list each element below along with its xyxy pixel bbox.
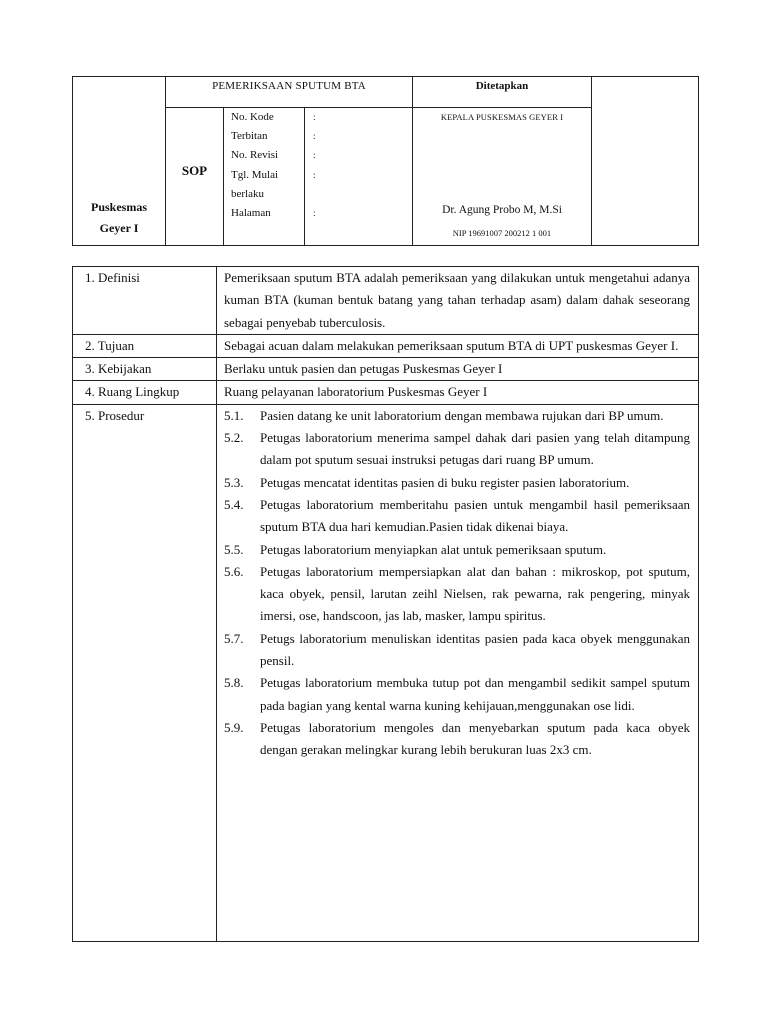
signer-nip: NIP 19691007 200212 1 001 [452, 228, 552, 238]
ruang-lingkup-label: 4. Ruang Lingkup [73, 381, 217, 404]
tujuan-label: 2. Tujuan [73, 334, 217, 357]
sop-label: SOP [181, 163, 208, 178]
step-text: Petugas laboratorium mempersiapkan alat dan bahan : mikroskop, pot sputum, kaca obyek, pensil, larutan zeihl Nielsen, rak pewarna, rak pengering, minyak imersi, ose, handscoon, jas lab, masker, lampu spiritus. [260, 563, 690, 624]
sop-cell [166, 108, 224, 246]
kebijakan-text: Berlaku untuk pasien dan petugas Puskesmas Geyer I [217, 358, 699, 381]
meta-colon: : [313, 150, 316, 161]
row-prosedur [73, 404, 699, 941]
meta-colon: : [313, 169, 316, 180]
procedure-step [224, 628, 690, 673]
signer-name: Dr. Agung Probo M, M.Si [442, 204, 562, 216]
procedure-step [224, 561, 690, 628]
meta-values-cell [305, 108, 413, 246]
ruang-lingkup-text: Ruang pelayanan laboratorium Puskesmas Geyer I [217, 381, 699, 404]
puskesmas-name [73, 197, 165, 239]
ditetapkan-heading: Ditetapkan [413, 77, 592, 108]
puskesmas-cell [73, 77, 166, 246]
step-number: 5.6. [224, 563, 244, 579]
prosedur-label: 5. Prosedur [73, 404, 217, 941]
meta-label: No. Revisi [231, 149, 279, 162]
meta-label: berlaku [231, 187, 264, 200]
meta-colon: : [313, 112, 316, 122]
step-number: 5.1. [224, 407, 244, 423]
procedure-step [224, 717, 690, 762]
step-text: Petugas mencatat identitas pasien di buku register pasien laboratorium. [260, 474, 630, 490]
meta-labels-cell [224, 108, 305, 246]
definisi-text: Pemeriksaan sputum BTA adalah pemeriksaan yang dilakukan untuk mengetahui adanya kuman BTA (kuman bentuk batang yang tahan terhadap asam) dalam dahak seseorang sebagai penyebab tuberculosis. [217, 267, 699, 335]
header-blank-cell [592, 77, 699, 246]
signature-cell [413, 108, 592, 246]
procedure-step [224, 427, 690, 472]
sop-content-table [72, 266, 699, 942]
meta-colon: : [313, 207, 316, 218]
signer-role: KEPALA PUSKESMAS GEYER I [440, 112, 564, 122]
step-text: Petugas laboratorium menerima sampel dahak dari pasien yang telah ditampung dalam pot sputum sesuai instruksi petugas dari ruang BP umum. [260, 430, 690, 468]
step-number: 5.3. [224, 474, 244, 490]
procedure-step [224, 472, 690, 494]
definisi-label: 1. Definisi [73, 267, 217, 335]
row-kebijakan [73, 358, 699, 381]
step-text: Pasien datang ke unit laboratorium dengan membawa rujukan dari BP umum. [260, 407, 664, 423]
meta-colon: : [313, 131, 316, 142]
row-definisi [73, 267, 699, 335]
sop-header-table [72, 76, 699, 246]
procedure-step [224, 494, 690, 539]
step-text: Petugs laboratorium menuliskan identitas pasien pada kaca obyek menggunakan pensil. [260, 630, 690, 669]
procedure-step [224, 539, 690, 561]
puskesmas-line2: Geyer I [99, 221, 139, 235]
step-number: 5.7. [224, 630, 244, 646]
step-number: 5.9. [224, 719, 244, 735]
step-number: 5.4. [224, 496, 244, 512]
step-text: Petugas laboratorium membuka tutup pot dan mengambil sedikit sampel sputum pada bagian yang kental warna kuning kehijauan,menggunakan ose lidi. [260, 675, 690, 713]
step-number: 5.8. [224, 675, 244, 691]
step-text: Petugas laboratorium memberitahu pasien untuk mengambil hasil pemeriksaan sputum BTA dua hari kemudian.Pasien tidak dikenai biaya. [260, 496, 690, 535]
procedure-step [224, 405, 690, 427]
tujuan-text: Sebagai acuan dalam melakukan pemeriksaan sputum BTA di UPT puskesmas Geyer I. [217, 334, 699, 357]
row-ruang-lingkup [73, 381, 699, 404]
document-title: PEMERIKSAAN SPUTUM BTA [166, 77, 413, 108]
meta-label: No. Kode [231, 111, 274, 123]
procedure-step [224, 672, 690, 717]
prosedur-steps [217, 404, 699, 941]
meta-label: Halaman [231, 207, 271, 220]
step-number: 5.5. [224, 541, 244, 557]
puskesmas-line1: Puskesmas [90, 200, 147, 214]
step-text: Petugas laboratorium menyiapkan alat untuk pemeriksaan sputum. [260, 541, 607, 557]
step-text: Petugas laboratorium mengoles dan menyebarkan sputum pada kaca obyek dengan gerakan melingkar kurang lebih berukuran luas 2x3 cm. [260, 719, 690, 758]
kebijakan-label: 3. Kebijakan [73, 358, 217, 381]
meta-colon [313, 185, 412, 204]
meta-label: Tgl. Mulai [231, 168, 279, 181]
row-tujuan [73, 334, 699, 357]
step-number: 5.2. [224, 430, 244, 446]
meta-label: Terbitan [231, 130, 268, 143]
